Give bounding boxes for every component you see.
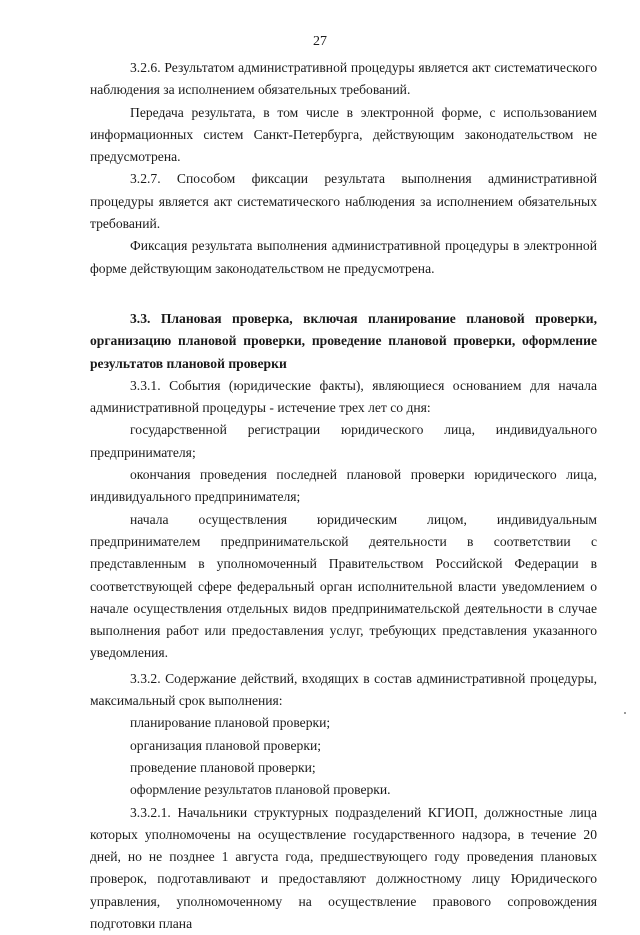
paragraph-3-3-2: 3.3.2. Содержание действий, входящих в состав административной процедуры, максимальный срок выполнения: — [90, 668, 597, 713]
list-item-last-inspection: окончания проведения последней плановой проверки юридического лица, индивидуального предпринимателя; — [90, 464, 597, 509]
scan-artifact — [624, 712, 626, 714]
list-item-start-of-activity: начала осуществления юридическим лицом, индивидуальным предпринимателем предпринимательской деятельности в соответствии с представленным в уполномоченный Правительством Российской Федерации в соответствующей сфере федеральный орган исполнительной власти уведомлением о начале осуществления отдельных видов предпринимательской деятельности в случае выполнения работ или предоставления услуг, требующих представления указанного уведомления. — [90, 509, 597, 665]
paragraph-3-3-2-1: 3.3.2.1. Начальники структурных подразделений КГИОП, должностные лица которых уполномочены на осуществление государственного надзора, в течение 20 дней, но не позднее 1 августа года, предшествующего году проведения плановых проверок, подготавливают и предоставляют должностному лицу Юридического управления, уполномоченному на осуществление правового сопровождения подготовки плана — [90, 802, 597, 935]
paragraph-3-3-1: 3.3.1. События (юридические факты), являющиеся основанием для начала административной процедуры - истечение трех лет со дня: — [90, 375, 597, 420]
paragraph-result-transfer: Передача результата, в том числе в электронной форме, с использованием информационных систем Санкт-Петербурга, действующим законодательством не предусмотрена. — [90, 102, 597, 169]
list-item-conducting: проведение плановой проверки; — [90, 757, 597, 779]
list-item-state-registration: государственной регистрации юридического лица, индивидуального предпринимателя; — [90, 419, 597, 464]
paragraph-3-2-6: 3.2.6. Результатом административной процедуры является акт систематического наблюдения за исполнением обязательных требований. — [90, 57, 597, 102]
paragraph-result-fixation: Фиксация результата выполнения административной процедуры в электронной форме действующим законодательством не предусмотрена. — [90, 235, 597, 280]
page-number: 27 — [0, 34, 640, 50]
paragraph-3-2-7: 3.2.7. Способом фиксации результата выполнения административной процедуры является акт систематического наблюдения за исполнением обязательных требований. — [90, 168, 597, 235]
list-item-results: оформление результатов плановой проверки. — [90, 779, 597, 801]
section-heading-3-3: 3.3. Плановая проверка, включая планирование плановой проверки, организацию плановой проверки, проведение плановой проверки, оформление результатов плановой проверки — [90, 308, 597, 375]
list-item-planning: планирование плановой проверки; — [90, 712, 597, 734]
document-body — [90, 57, 597, 935]
list-item-organization: организация плановой проверки; — [90, 735, 597, 757]
